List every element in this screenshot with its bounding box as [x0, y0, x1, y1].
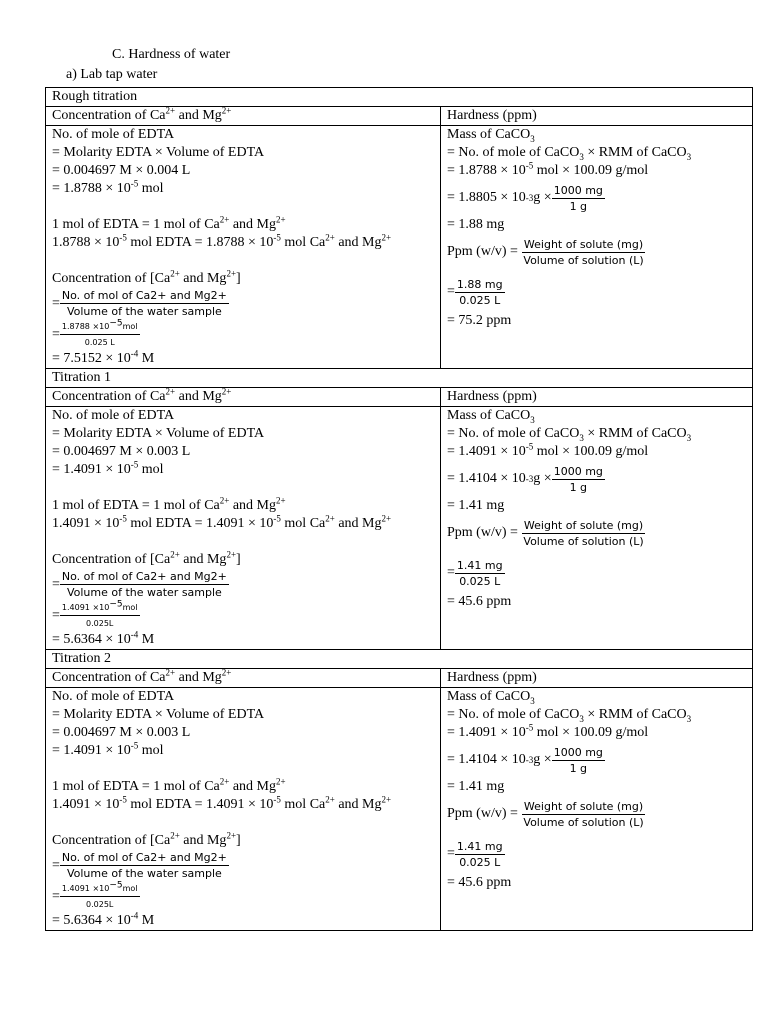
calc-line: Concentration of [$Ca^{2+}$ and $Mg^{2+}$] — [52, 268, 241, 286]
hardness-result: = 45.6 ppm — [447, 875, 512, 890]
calc-line: Mass of CaCO$_3$ — [447, 689, 535, 706]
section-heading: C. Hardness of water — [112, 47, 231, 62]
concentration-calculation — [46, 688, 441, 931]
calc-line: Mass of CaCO$_3$ — [447, 127, 535, 144]
formula-fraction: = $\frac{\text{No. of mol of Ca2+ and Mg2+}}{\text{Volume of the water sample}}$ — [52, 851, 227, 880]
column-header-concentration: Concentration of $Ca^{2+}$ and $Mg^{2+}$ — [46, 107, 441, 126]
substituted-fraction: = $\frac{1.4091 \times 10^{-5}mol}{0.025L}$ — [52, 599, 138, 628]
concentration-result: = $5.6364 \times 10^{-4}$ M — [52, 629, 155, 647]
calc-line: = No. of mole of CaCO$_3$ × RMM of CaCO$_3$ — [447, 426, 692, 443]
ppm-formula: Ppm (w/v) = $\frac{\text{Weight of solute (mg)}}{\text{Volume of solution (L)}}$ — [447, 518, 644, 548]
calc-line: Mass of CaCO$_3$ — [447, 408, 535, 425]
calc-line: = $1.4091 \times 10^{-5}$ mol — [52, 740, 164, 758]
calc-line: 1 mol of EDTA = 1 mol of $Ca^{2+}$ and $Mg^{2+}$ — [52, 776, 286, 794]
column-header-hardness: Hardness (ppm) — [441, 388, 753, 407]
concentration-result: = $7.5152 \times 10^{-4}$ M — [52, 348, 155, 366]
formula-fraction: = $\frac{\text{No. of mol of Ca2+ and Mg2+}}{\text{Volume of the water sample}}$ — [52, 289, 227, 318]
substituted-fraction: = $\frac{1.8788 \times 10^{-5}mol}{0.025 L}$ — [52, 318, 138, 347]
calc-line: Concentration of [$Ca^{2+}$ and $Mg^{2+}$] — [52, 830, 241, 848]
concentration-calculation — [46, 407, 441, 650]
calc-line: No. of mole of EDTA — [52, 689, 175, 704]
section-title: Rough titration — [46, 88, 753, 107]
section-title: Titration 2 — [46, 650, 753, 669]
calc-line: = $1.8788 \times 10^{-5}$ mol — [52, 178, 164, 196]
calc-line: = 1.41 mg — [447, 779, 505, 794]
calc-line: Concentration of [$Ca^{2+}$ and $Mg^{2+}$] — [52, 549, 241, 567]
hardness-result: = 45.6 ppm — [447, 594, 512, 609]
calc-line: = $1.4091 \times 10^{-5}$ mol × 100.09 g/mol — [447, 722, 649, 740]
column-header-hardness: Hardness (ppm) — [441, 669, 753, 688]
hardness-calculation — [441, 407, 753, 650]
hardness-table — [45, 87, 753, 931]
calc-line: No. of mole of EDTA — [52, 127, 175, 142]
column-header-concentration: Concentration of $Ca^{2+}$ and $Mg^{2+}$ — [46, 669, 441, 688]
calc-line: = Molarity EDTA × Volume of EDTA — [52, 145, 265, 160]
calc-line: 1 mol of EDTA = 1 mol of $Ca^{2+}$ and $Mg^{2+}$ — [52, 495, 286, 513]
calc-line: No. of mole of EDTA — [52, 408, 175, 423]
calc-line: 1 mol of EDTA = 1 mol of $Ca^{2+}$ and $Mg^{2+}$ — [52, 214, 286, 232]
ppm-substitution: = $\frac{1.41 mg}{0.025 L}$ — [447, 839, 503, 869]
calc-line: = No. of mole of CaCO$_3$ × RMM of CaCO$_3$ — [447, 145, 692, 162]
ppm-substitution: = $\frac{1.41 mg}{0.025 L}$ — [447, 558, 503, 588]
hardness-calculation — [441, 688, 753, 931]
section-title: Titration 1 — [46, 369, 753, 388]
conversion-line: = 1.8805 × 10 -3 g × $\frac{1000 mg}{1 g}$ — [447, 183, 603, 213]
calc-line: = $1.4091 \times 10^{-5}$ mol × 100.09 g/mol — [447, 441, 649, 459]
calc-line: = 0.004697 M × 0.004 L — [52, 163, 191, 178]
calc-line: $1.4091 \times 10^{-5}$ mol EDTA = $1.4091 \times 10^{-5}$ mol $Ca^{2+}$ and $Mg^{2+}$ — [52, 513, 392, 531]
calc-line: = 1.88 mg — [447, 217, 505, 232]
calc-line: = No. of mole of CaCO$_3$ × RMM of CaCO$_3$ — [447, 707, 692, 724]
conversion-line: = 1.4104 × 10 -3 g × $\frac{1000 mg}{1 g}$ — [447, 745, 603, 775]
calc-line: = $1.8788 \times 10^{-5}$ mol × 100.09 g/mol — [447, 160, 649, 178]
formula-fraction: = $\frac{\text{No. of mol of Ca2+ and Mg2+}}{\text{Volume of the water sample}}$ — [52, 570, 227, 599]
ppm-formula: Ppm (w/v) = $\frac{\text{Weight of solute (mg)}}{\text{Volume of solution (L)}}$ — [447, 237, 644, 267]
calc-line: $1.4091 \times 10^{-5}$ mol EDTA = $1.4091 \times 10^{-5}$ mol $Ca^{2+}$ and $Mg^{2+}$ — [52, 794, 392, 812]
calc-line: = Molarity EDTA × Volume of EDTA — [52, 426, 265, 441]
concentration-result: = $5.6364 \times 10^{-4}$ M — [52, 910, 155, 928]
calc-line: = $1.4091 \times 10^{-5}$ mol — [52, 459, 164, 477]
calc-line: = 0.004697 M × 0.003 L — [52, 444, 191, 459]
substituted-fraction: = $\frac{1.4091 \times 10^{-5}mol}{0.025L}$ — [52, 880, 138, 909]
calc-line: = Molarity EDTA × Volume of EDTA — [52, 707, 265, 722]
calc-line: = 0.004697 M × 0.003 L — [52, 725, 191, 740]
concentration-calculation — [46, 126, 441, 369]
subsection-heading: a) Lab tap water — [66, 67, 158, 82]
ppm-formula: Ppm (w/v) = $\frac{\text{Weight of solute (mg)}}{\text{Volume of solution (L)}}$ — [447, 799, 644, 829]
calc-line: = 1.41 mg — [447, 498, 505, 513]
calc-line: $1.8788 \times 10^{-5}$ mol EDTA = $1.8788 \times 10^{-5}$ mol $Ca^{2+}$ and $Mg^{2+}$ — [52, 232, 392, 250]
hardness-result: = 75.2 ppm — [447, 313, 512, 328]
conversion-line: = 1.4104 × 10 -3 g × $\frac{1000 mg}{1 g}$ — [447, 464, 603, 494]
column-header-concentration: Concentration of $Ca^{2+}$ and $Mg^{2+}$ — [46, 388, 441, 407]
ppm-substitution: = $\frac{1.88 mg}{0.025 L}$ — [447, 277, 503, 307]
hardness-calculation — [441, 126, 753, 369]
column-header-hardness: Hardness (ppm) — [441, 107, 753, 126]
